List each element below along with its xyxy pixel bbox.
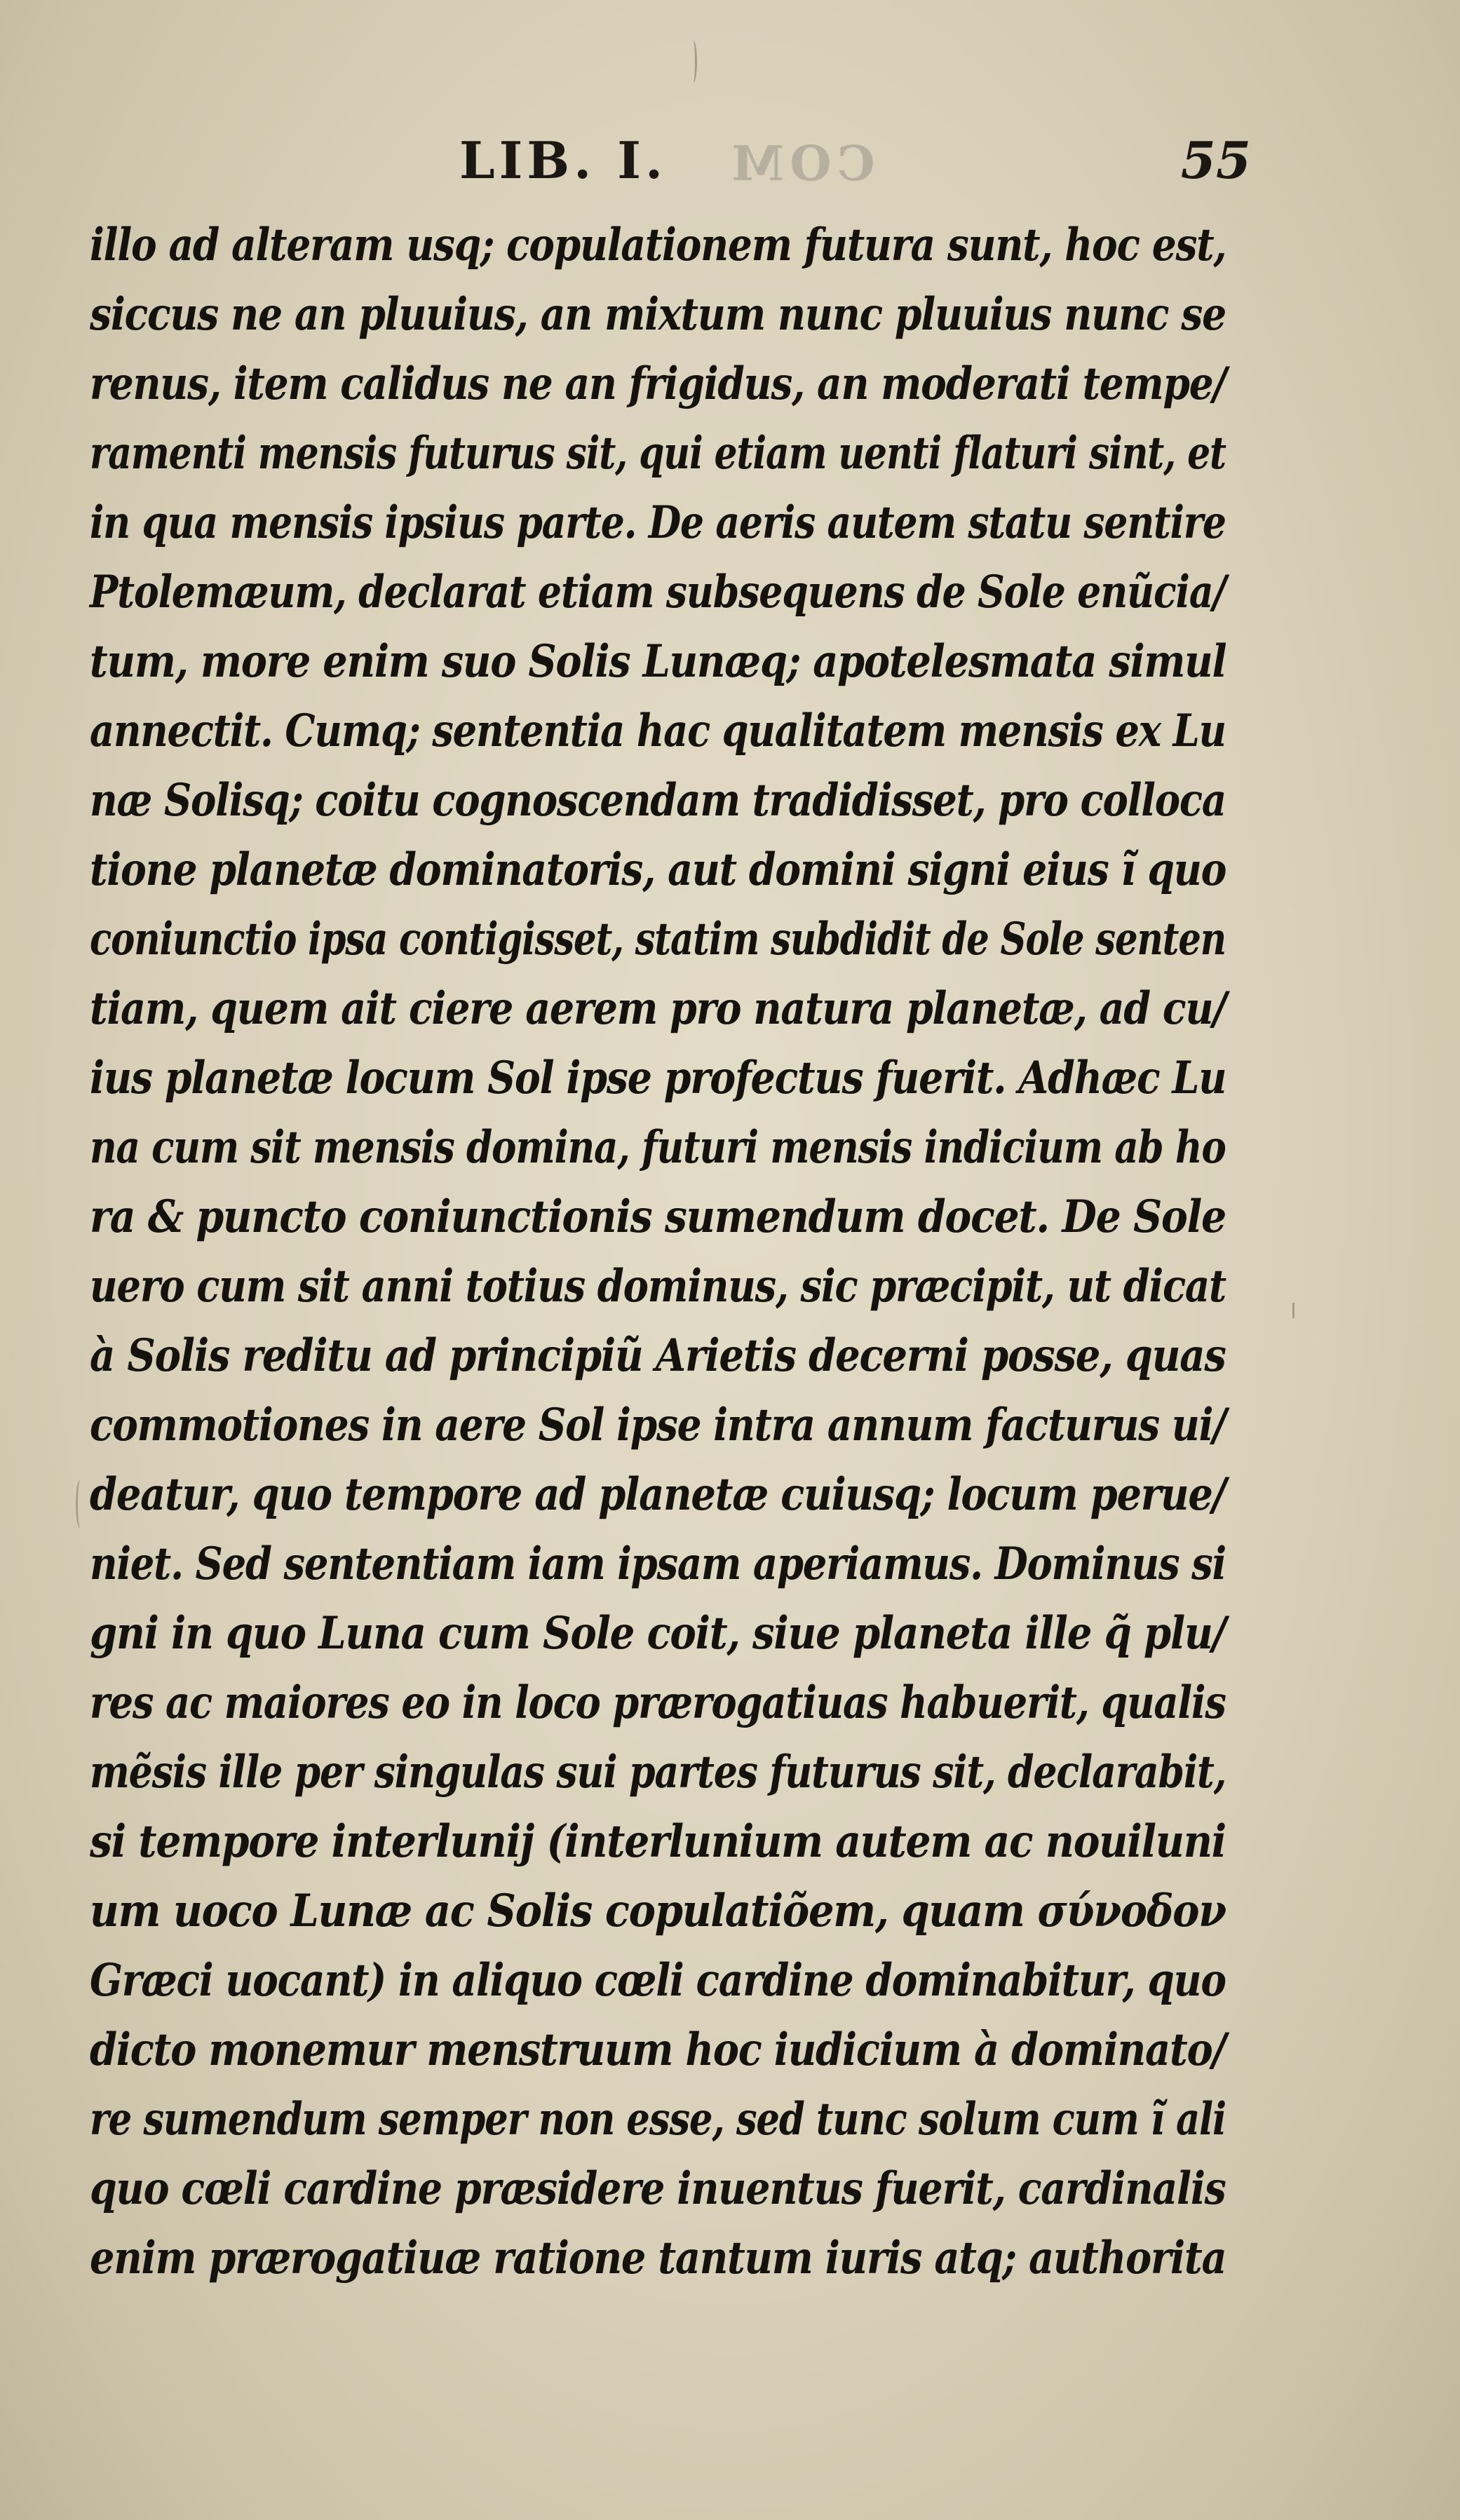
paper-mark-left xyxy=(76,1479,85,1529)
text-line: in qua mensis ipsius parte. De aeris autem statu sentire xyxy=(90,496,1226,549)
text-line: tione planetæ dominatoris, aut domini signi eius ĩ quo xyxy=(90,844,1226,896)
text-line: um uoco Lunæ ac Solis copulatiõem, quam σύνοδον xyxy=(90,1885,1226,1937)
text-line: illo ad alteram usq; copulationem futura sunt, hoc est, xyxy=(90,219,1226,271)
text-line: re sumendum semper non esse, sed tunc solum cum ĩ ali xyxy=(90,2093,1226,2146)
text-line: dicto monemur menstruum hoc iudicium à dominato/ xyxy=(90,2024,1226,2076)
text-line: si tempore interlunij (interlunium autem ac nouiluni xyxy=(90,1815,1226,1868)
text-line: deatur, quo tempore ad planetæ cuiusq; locum perue/ xyxy=(90,1468,1226,1521)
paper-mark-top xyxy=(689,41,697,83)
text-line: siccus ne an pluuius, an mixtum nunc pluuius nunc se xyxy=(90,288,1226,341)
text-line: Græci uocant) in aliquo cœli cardine dominabitur, quo xyxy=(90,1954,1226,2007)
text-line: mẽsis ille per singulas sui partes futurus sit, declarabit, xyxy=(90,1746,1226,1798)
paper-speck xyxy=(1292,1303,1295,1318)
text-line: niet. Sed sententiam iam ipsam aperiamus. Dominus si xyxy=(90,1538,1226,1590)
text-line: ramenti mensis futurus sit, qui etiam uenti flaturi sint, et xyxy=(90,427,1226,480)
text-line: gni in quo Luna cum Sole coit, siue planeta ille q̃ plu/ xyxy=(90,1607,1226,1660)
text-line: uero cum sit anni totius dominus, sic præcipit, ut dicat xyxy=(90,1260,1226,1313)
text-line: tum, more enim suo Solis Lunæq; apotelesmata simul xyxy=(90,635,1226,688)
text-line: næ Solisq; coitu cognoscendam tradidisset, pro colloca xyxy=(90,774,1226,827)
text-line: à Solis reditu ad principiũ Arietis decerni posse, quas xyxy=(90,1329,1226,1382)
page-header xyxy=(0,130,1460,208)
text-line: renus, item calidus ne an frigidus, an moderati tempe/ xyxy=(90,358,1226,410)
text-line: Ptolemæum, declarat etiam subsequens de Sole enũcia/ xyxy=(90,566,1226,618)
text-line: ius planetæ locum Sol ipse profectus fuerit. Adhæc Lu xyxy=(90,1052,1226,1104)
text-line: annectit. Cumq; sententia hac qualitatem mensis ex Lu xyxy=(90,705,1226,757)
text-line: tiam, quem ait ciere aerem pro natura planetæ, ad cu/ xyxy=(90,982,1226,1035)
page-number: 55 xyxy=(1180,130,1251,190)
bleed-through-text: COM xyxy=(726,136,875,192)
text-line: quo cœli cardine præsidere inuentus fuerit, cardinalis xyxy=(90,2162,1226,2215)
body-text xyxy=(90,210,1226,2293)
text-line: ra & puncto coniunctionis sumendum docet. De Sole xyxy=(90,1191,1226,1243)
running-head: LIB. I. xyxy=(459,130,668,190)
text-line: coniunctio ipsa contigisset, statim subdidit de Sole senten xyxy=(90,913,1226,966)
text-line: res ac maiores eo in loco prærogatiuas habuerit, qualis xyxy=(90,1676,1226,1729)
text-line: na cum sit mensis domina, futuri mensis indicium ab ho xyxy=(90,1121,1226,1174)
text-line: enim prærogatiuæ ratione tantum iuris atq; authorita xyxy=(90,2232,1226,2284)
text-line: commotiones in aere Sol ipse intra annum facturus ui/ xyxy=(90,1399,1226,1451)
